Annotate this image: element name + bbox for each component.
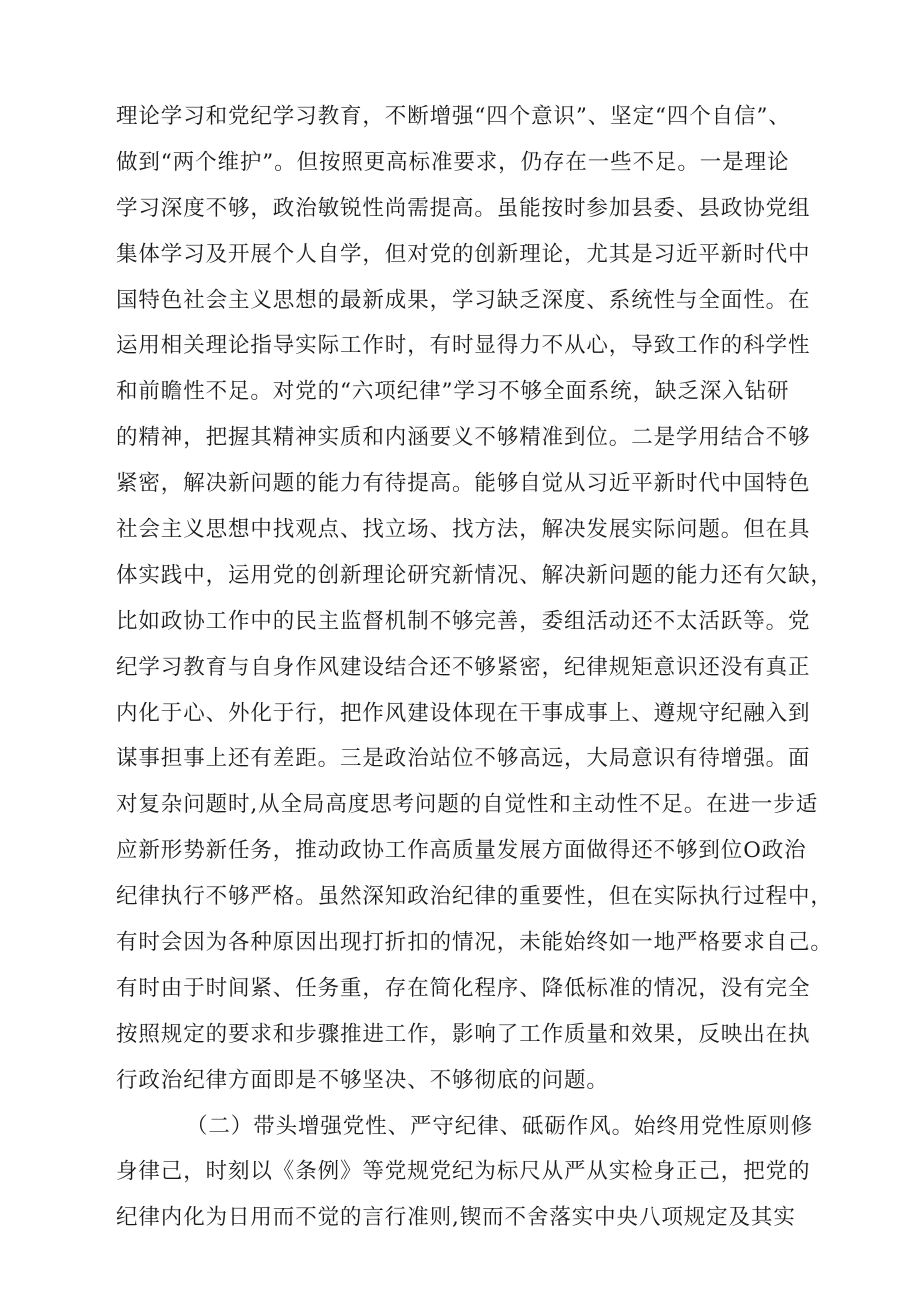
text-line: 纪律内化为日用而不觉的言行准则,锲而不舍落实中央八项规定及其实 [116, 1205, 796, 1231]
text-line: 谋事担事上还有差距。三是政治站位不够高远，大局意识有待增强。面 [116, 746, 811, 772]
text-line: 国特色社会主义思想的最新成果，学习缺乏深度、系统性与全面性。在 [116, 287, 811, 313]
text-line: 有时由于时间紧、任务重，存在简化程序、降低标准的情况，没有完全 [116, 975, 811, 1001]
text-line: 有时会因为各种原因出现打折扣的情况，未能始终如一地严格要求自己。 [116, 930, 833, 956]
text-line: 比如政协工作中的民主监督机制不够完善，委组活动还不太活跃等。党 [116, 608, 811, 634]
text-line: 做到“两个维护”。但按照更高标准要求，仍存在一些不足。一是理论 [116, 149, 790, 175]
text-line: 应新形势新任务，推动政协工作高质量发展方面做得还不够到位O政治 [116, 838, 807, 864]
text-line: 和前瞻性不足。对党的“六项纪律”学习不够全面系统，缺乏深入钻研 [116, 379, 790, 405]
text-line: 紧密，解决新问题的能力有待提高。能够自觉从习近平新时代中国特色 [116, 471, 811, 497]
text-line: 内化于心、外化于行，把作风建设体现在干事成事上、遵规守纪融入到 [116, 700, 811, 726]
text-line: 社会主义思想中找观点、找立场、找方法，解决发展实际问题。但在具 [116, 517, 811, 543]
text-line: 运用相关理论指导实际工作时，有时显得力不从心，导致工作的科学性 [116, 333, 811, 359]
text-line: 按照规定的要求和步骤推进工作，影响了工作质量和效果，反映出在执 [116, 1021, 811, 1047]
text-line: 对复杂问题时,从全局高度思考问题的自觉性和主动性不足。在进一步适 [116, 792, 819, 818]
section-heading-line: （二）带头增强党性、严守纪律、砥砺作风。始终用党性原则修 [186, 1113, 814, 1139]
text-line: 集体学习及开展个人自学，但对党的创新理论，尤其是习近平新时代中 [116, 241, 811, 267]
text-line: 的精神，把握其精神实质和内涵要义不够精准到位。二是学用结合不够 [116, 425, 811, 451]
text-line: 纪律执行不够严格。虽然深知政治纪律的重要性，但在实际执行过程中， [116, 884, 833, 910]
text-line: 学习深度不够，政治敏锐性尚需提高。虽能按时参加县委、县政协党组 [116, 195, 811, 221]
text-line: 纪学习教育与自身作风建设结合还不够紧密，纪律规矩意识还没有真正 [116, 654, 811, 680]
text-line: 身律己，时刻以《条例》等党规党纪为标尺从严从实检身正己，把党的 [116, 1159, 811, 1185]
text-line: 体实践中，运用党的创新理论研究新情况、解决新问题的能力还有欠缺， [116, 562, 833, 588]
document-body [116, 94, 856, 1241]
text-line: 理论学习和党纪学习教育，不断增强“四个意识”、坚定“四个自信”、 [116, 104, 791, 129]
text-line: 行政治纪律方面即是不够坚决、不够彻底的问题。 [116, 1067, 609, 1093]
